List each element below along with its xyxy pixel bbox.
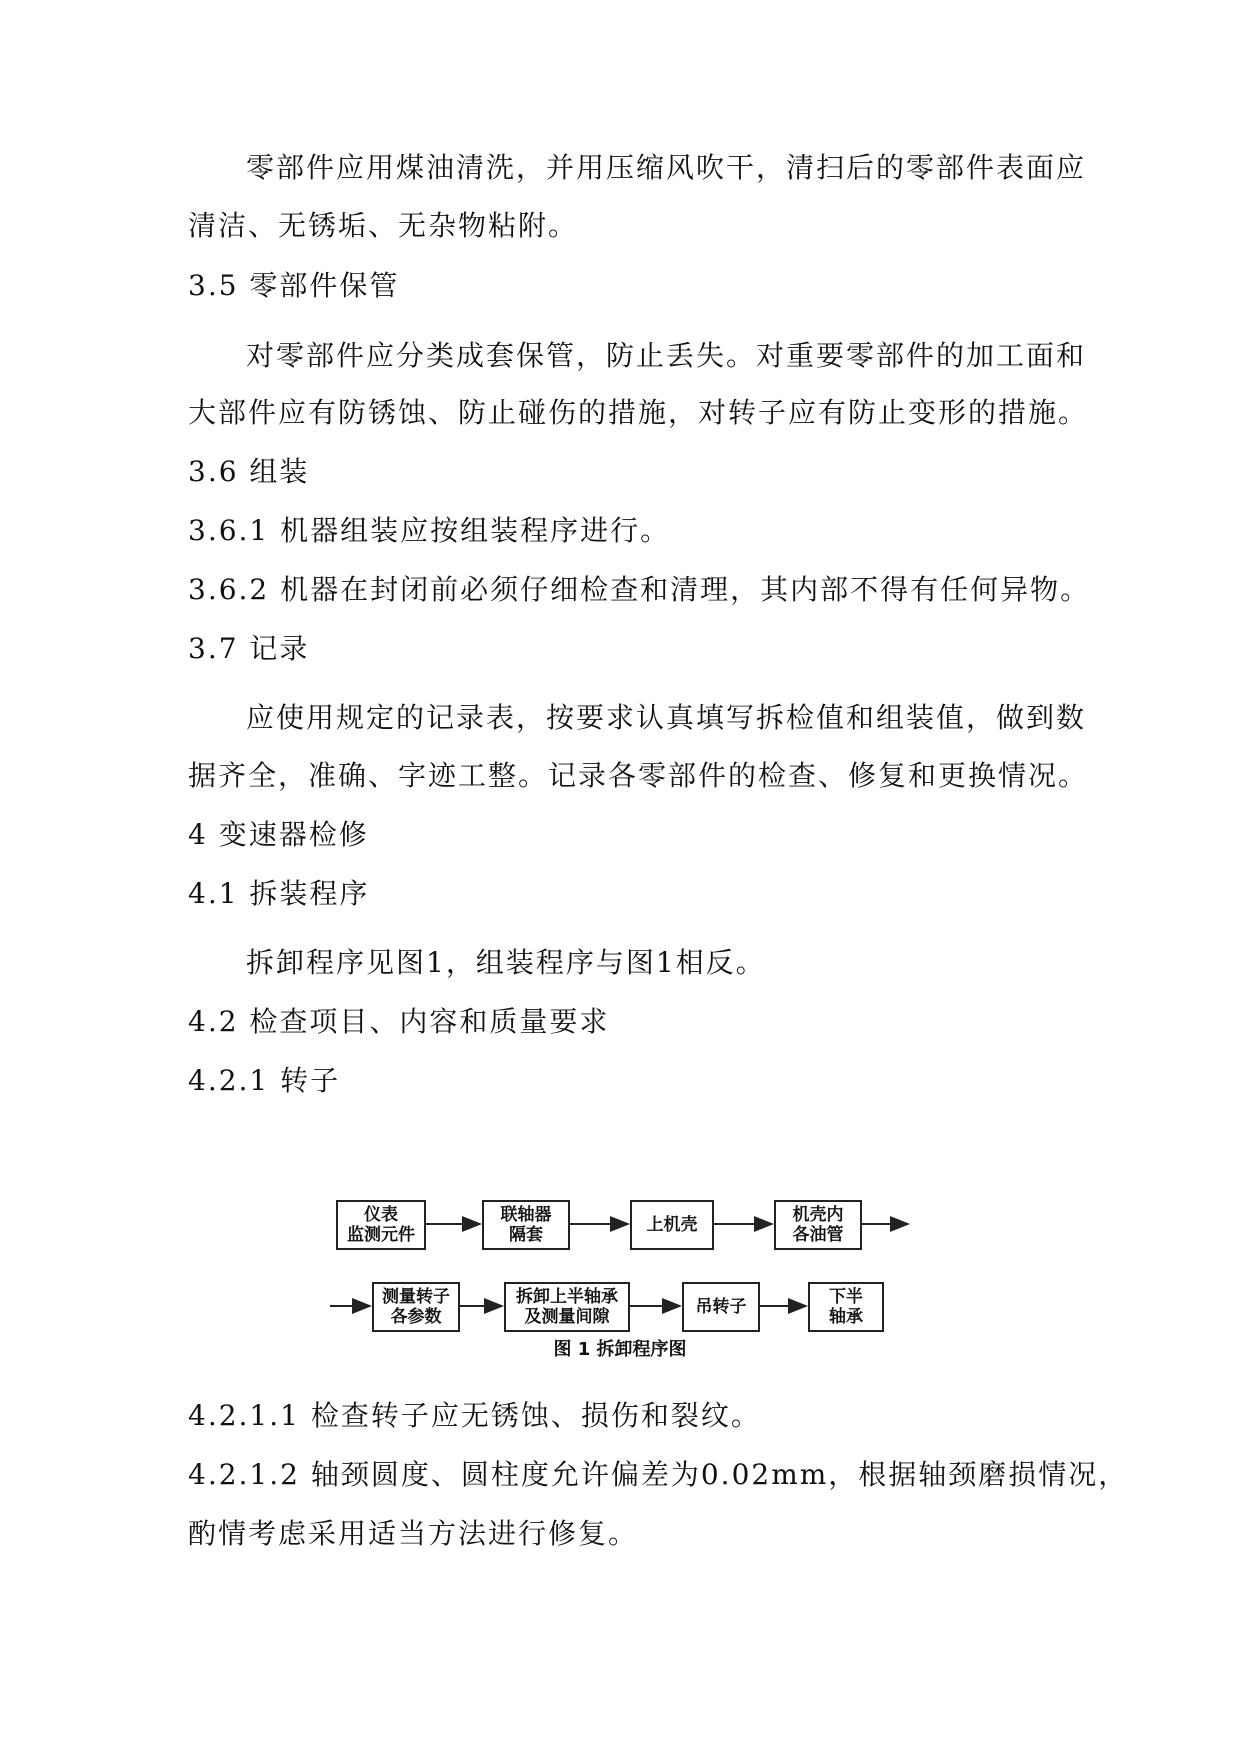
section-heading: 4.1 拆装程序 [188,877,370,910]
paragraph-line: 零部件应用煤油清洗，并用压缩风吹干，清扫后的零部件表面应 [246,151,1087,184]
paragraph-line: 4.2.1.1 检查转子应无锈蚀、损伤和裂纹。 [188,1399,761,1432]
paragraph-line: 3.6.2 机器在封闭前必须仔细检查和清理，其内部不得有任何异物。 [188,573,1091,606]
paragraph-line: 酌情考虑采用适当方法进行修复。 [188,1517,639,1550]
paragraph-line: 据齐全，准确、字迹工整。记录各零部件的检查、修复和更换情况。 [188,759,1089,792]
paragraph-line: 清洁、无锈垢、无杂物粘附。 [188,209,579,242]
flow-step: 机壳内 各油管 [774,1200,862,1250]
flow-step: 仪表 监测元件 [336,1200,426,1250]
flow-step: 测量转子 各参数 [372,1282,460,1332]
figure-caption: 图 1 拆卸程序图 [553,1339,687,1360]
disassembly-flowchart [330,1190,910,1385]
flow-step: 拆卸上半轴承 及测量间隙 [504,1282,630,1332]
flow-step: 上机壳 [630,1200,714,1250]
paragraph-line: 应使用规定的记录表，按要求认真填写拆检值和组装值，做到数 [246,701,1087,734]
section-heading: 3.7 记录 [188,632,310,665]
paragraph-line: 拆卸程序见图1，组装程序与图1相反。 [246,946,766,979]
flow-step: 吊转子 [682,1282,760,1332]
paragraph-line: 对零部件应分类成套保管，防止丢失。对重要零部件的加工面和 [246,339,1087,372]
section-heading: 4 变速器检修 [188,818,369,851]
flow-step: 联轴器 隔套 [482,1200,570,1250]
section-heading: 3.6 组装 [188,455,310,488]
paragraph-line: 4.2.1.2 轴颈圆度、圆柱度允许偏差为0.02mm，根据轴颈磨损情况， [188,1458,1129,1491]
paragraph-line: 大部件应有防锈蚀、防止碰伤的措施，对转子应有防止变形的措施。 [188,396,1089,429]
section-heading: 4.2 检查项目、内容和质量要求 [188,1005,610,1038]
flow-step: 下半 轴承 [808,1282,884,1332]
section-heading: 3.5 零部件保管 [188,269,400,302]
paragraph-line: 3.6.1 机器组装应按组装程序进行。 [188,514,671,547]
section-heading: 4.2.1 转子 [188,1064,341,1097]
